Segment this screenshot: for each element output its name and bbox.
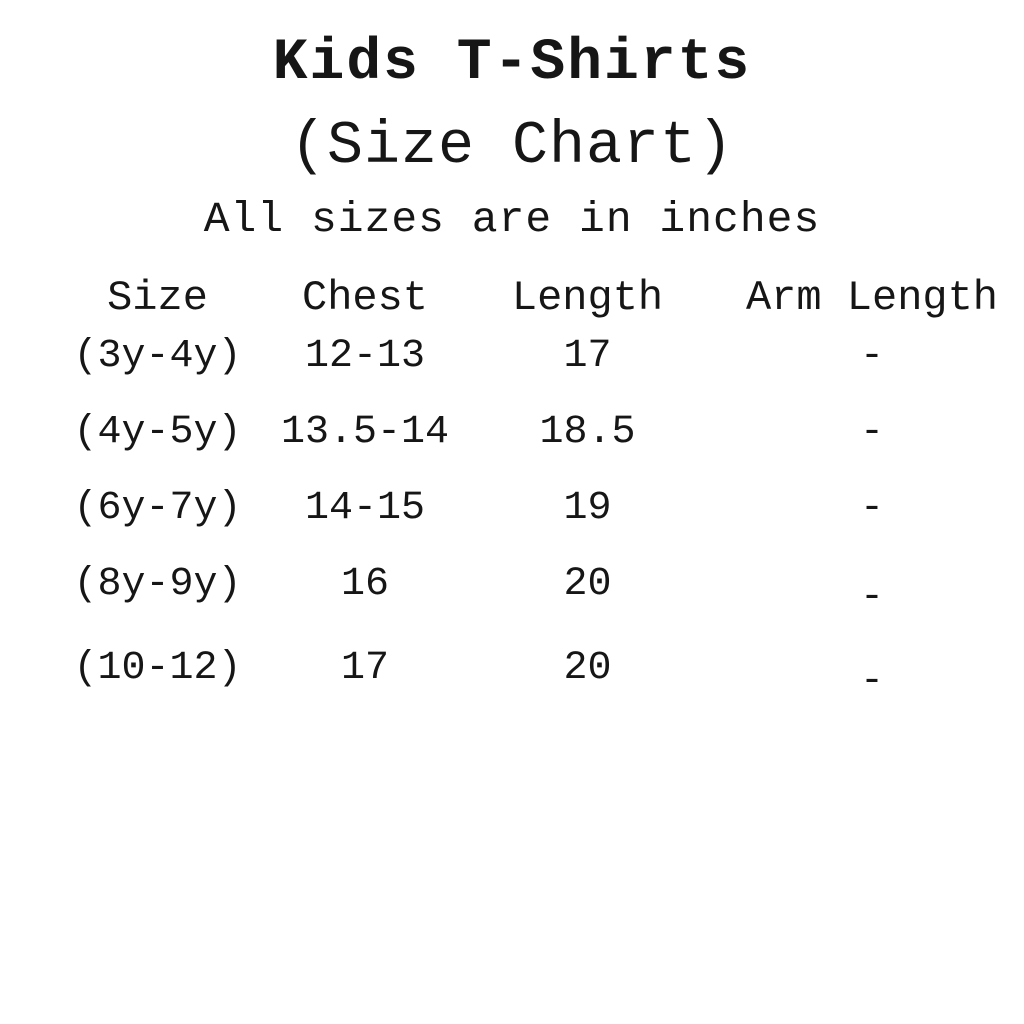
cell-size: (8y-9y) <box>73 561 242 607</box>
cell-chest: 17 <box>340 645 389 691</box>
cell-arm-length: - <box>859 409 884 455</box>
cell-length: 18.5 <box>539 409 636 455</box>
page-title: Kids T-Shirts <box>272 31 752 96</box>
column-header-arm-length: Arm Length <box>745 274 999 322</box>
cell-size: (4y-5y) <box>73 409 242 455</box>
cell-chest: 14-15 <box>304 485 426 531</box>
page-title-line2: (Size Chart) <box>289 113 735 181</box>
cell-arm-length: - <box>859 658 884 704</box>
table-row <box>0 318 1024 394</box>
column-header-length: Length <box>511 274 664 322</box>
cell-length: 20 <box>563 561 612 607</box>
cell-length: 19 <box>563 485 612 531</box>
cell-chest: 13.5-14 <box>280 409 450 455</box>
cell-size: (6y-7y) <box>73 485 242 531</box>
cell-length: 17 <box>563 333 612 379</box>
cell-length: 20 <box>563 645 612 691</box>
cell-arm-length: - <box>859 333 884 379</box>
cell-chest: 12-13 <box>304 333 426 379</box>
cell-chest: 16 <box>340 561 389 607</box>
size-chart-table <box>0 274 1024 706</box>
table-row <box>0 470 1024 546</box>
cell-size: (3y-4y) <box>73 333 242 379</box>
units-note: All sizes are in inches <box>203 195 821 244</box>
table-row <box>0 630 1024 706</box>
column-header-chest: Chest <box>301 274 429 322</box>
table-header-row <box>0 274 1024 322</box>
column-header-size: Size <box>107 274 208 322</box>
cell-arm-length: - <box>859 485 884 531</box>
cell-arm-length: - <box>859 574 884 620</box>
table-row <box>0 394 1024 470</box>
cell-size: (10-12) <box>73 645 242 691</box>
table-row <box>0 546 1024 622</box>
